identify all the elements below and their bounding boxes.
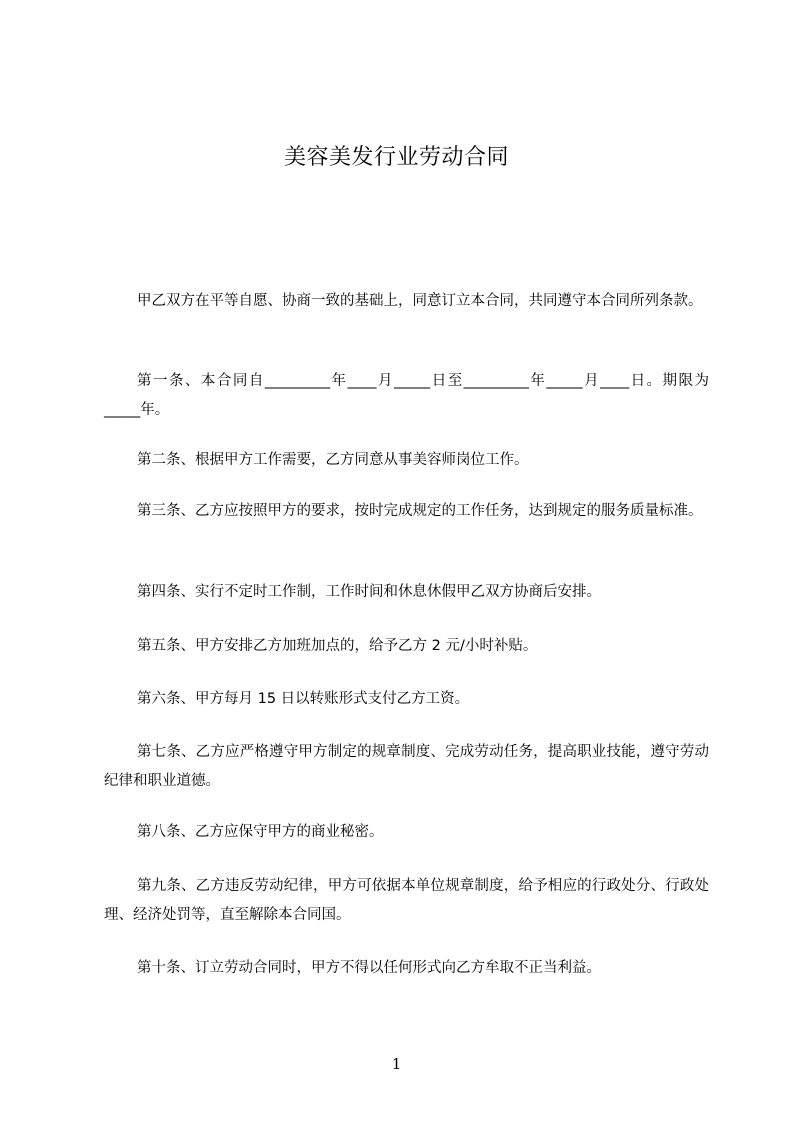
article-7: 第七条、乙方应严格遵守甲方制定的规章制度、完成劳动任务，提高职业技能，遵守劳动纪律和职业道德。 xyxy=(104,744,709,789)
article-6: 第六条、甲方每月 15 日以转账形式支付乙方工资。 xyxy=(137,691,470,707)
article-1: 第一条、本合同自_________年____月_____日至_________年_____月____日。期限为_____年。 xyxy=(104,373,709,418)
intro-paragraph: 甲乙双方在平等自愿、协商一致的基础上，同意订立本合同，共同遵守本合同所列条款。 xyxy=(137,293,703,309)
article-10: 第十条、订立劳动合同时，甲方不得以任何形式向乙方牟取不正当利益。 xyxy=(137,960,601,976)
article-9: 第九条、乙方违反劳动纪律，甲方可依据本单位规章制度，给予相应的行政处分、行政处理、经济处罚等，直至解除本合同国。 xyxy=(104,878,709,923)
article-8: 第八条、乙方应保守甲方的商业秘密。 xyxy=(137,824,384,840)
document-title: 美容美发行业劳动合同 xyxy=(283,145,509,170)
article-5: 第五条、甲方安排乙方加班加点的，给予乙方 2 元/小时补贴。 xyxy=(137,638,538,654)
article-3: 第三条、乙方应按照甲方的要求，按时完成规定的工作任务，达到规定的服务质量标准。 xyxy=(137,503,703,519)
article-4: 第四条、实行不定时工作制，工作时间和休息休假甲乙双方协商后安排。 xyxy=(137,584,601,600)
article-2: 第二条、根据甲方工作需要，乙方同意从事美容师岗位工作。 xyxy=(137,452,529,468)
page-number: 1 xyxy=(391,1055,402,1073)
